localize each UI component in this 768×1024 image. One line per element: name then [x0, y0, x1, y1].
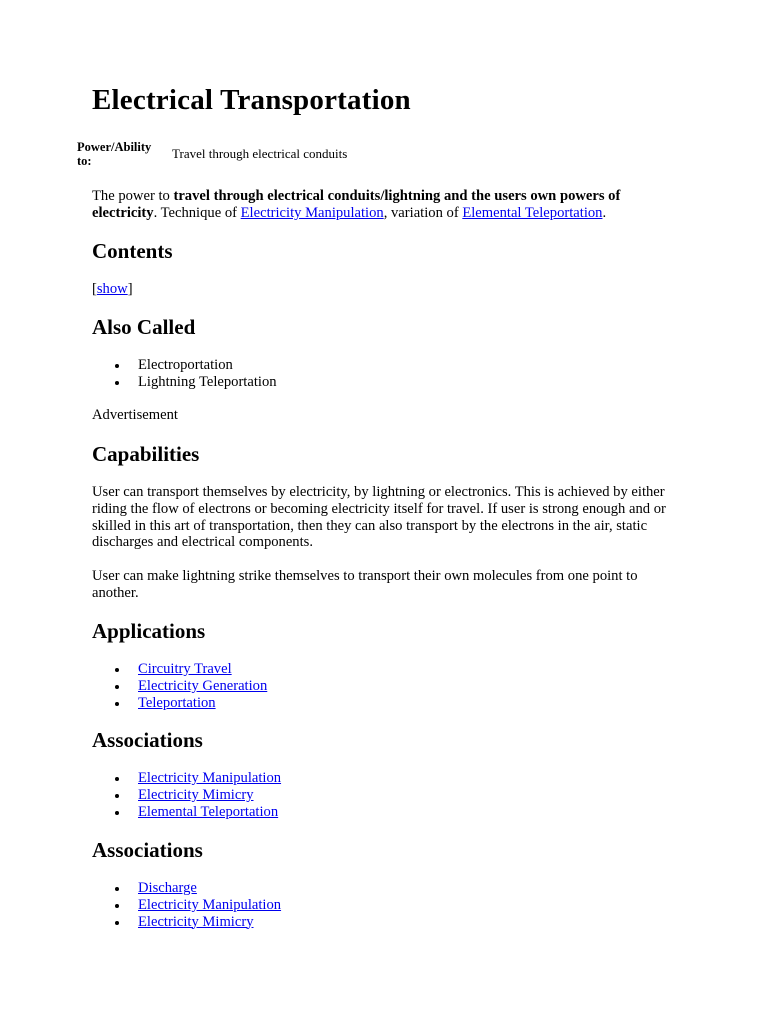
- list-item-text: Electroportation: [138, 357, 233, 373]
- list-item: [92, 695, 267, 712]
- link-electricity-mimicry[interactable]: Electricity Mimicry: [138, 786, 254, 803]
- link-electricity-manipulation[interactable]: Electricity Manipulation: [138, 770, 282, 786]
- bracket-open: [: [92, 281, 97, 297]
- contents-toggle-line: [92, 281, 133, 298]
- link-teleportation[interactable]: Teleportation: [138, 694, 216, 711]
- associations-heading-1: Associations: [92, 728, 203, 752]
- link-discharge[interactable]: Discharge: [138, 880, 197, 896]
- associations-heading-2: Associations: [92, 838, 203, 862]
- bullet-icon: [115, 921, 119, 925]
- applications-list: [92, 661, 267, 711]
- list-item: [92, 897, 281, 914]
- link-electricity-generation[interactable]: Electricity Generation: [138, 677, 268, 694]
- link-circuitry-travel[interactable]: Circuitry Travel: [138, 661, 232, 677]
- bullet-icon: [115, 904, 119, 908]
- list-item: [92, 770, 281, 787]
- bullet-icon: [115, 685, 119, 689]
- bullet-icon: [115, 777, 119, 781]
- bullet-icon: [115, 381, 119, 385]
- capabilities-heading: Capabilities: [92, 442, 200, 466]
- list-item-text: Lightning Teleportation: [138, 373, 277, 390]
- intro-paragraph: [92, 188, 682, 222]
- capabilities-paragraph-1: User can transport themselves by electricity, by lightning or electronics. This is achieved by either riding the flow of electrons or becoming electricity itself for travel. If user is strong enough and or skilled in this art of transportation, then they can also transport by the electrons in the air, static discharges and electrical components.: [92, 484, 666, 551]
- associations-list-2: [92, 880, 281, 930]
- bullet-icon: [115, 887, 119, 891]
- intro-separator: , variation of: [383, 204, 463, 221]
- bullet-icon: [115, 794, 119, 798]
- list-item: [92, 787, 281, 804]
- also-called-heading: Also Called: [92, 315, 196, 339]
- capabilities-paragraph-2: User can make lightning strike themselves to transport their own molecules from one point to another.: [92, 568, 638, 601]
- bullet-icon: [115, 702, 119, 706]
- link-elemental-teleportation[interactable]: Elemental Teleportation: [138, 803, 279, 820]
- intro-prefix: The power to: [92, 188, 174, 204]
- show-toggle-link[interactable]: show: [96, 281, 128, 297]
- list-item: [92, 914, 281, 931]
- applications-heading: Applications: [92, 619, 206, 643]
- contents-heading: Contents: [92, 239, 173, 263]
- advertisement-label: Advertisement: [92, 407, 178, 423]
- bullet-icon: [115, 811, 119, 815]
- list-item: [92, 880, 281, 897]
- intro-middle: . Technique of: [153, 204, 241, 221]
- list-item: [92, 678, 267, 695]
- intro-bold: travel through electrical conduits/lightning and the users own powers of electricity: [92, 188, 621, 221]
- power-ability-value: Travel through electrical conduits: [172, 146, 348, 161]
- bullet-icon: [115, 668, 119, 672]
- link-electricity-manipulation[interactable]: Electricity Manipulation: [138, 896, 282, 913]
- intro-end: .: [602, 204, 607, 221]
- link-electricity-manipulation[interactable]: Electricity Manipulation: [240, 204, 384, 221]
- also-called-list: [92, 357, 277, 391]
- list-item: [92, 357, 277, 374]
- page-title: Electrical Transportation: [92, 84, 411, 116]
- power-ability-label: Power/Ability to:: [77, 140, 152, 168]
- bullet-icon: [115, 364, 119, 368]
- link-elemental-teleportation[interactable]: Elemental Teleportation: [462, 204, 603, 221]
- list-item: [92, 374, 277, 391]
- bracket-close: ]: [127, 281, 133, 297]
- associations-list-1: [92, 770, 281, 820]
- list-item: [92, 661, 267, 678]
- list-item: [92, 804, 281, 821]
- link-electricity-mimicry[interactable]: Electricity Mimicry: [138, 913, 254, 930]
